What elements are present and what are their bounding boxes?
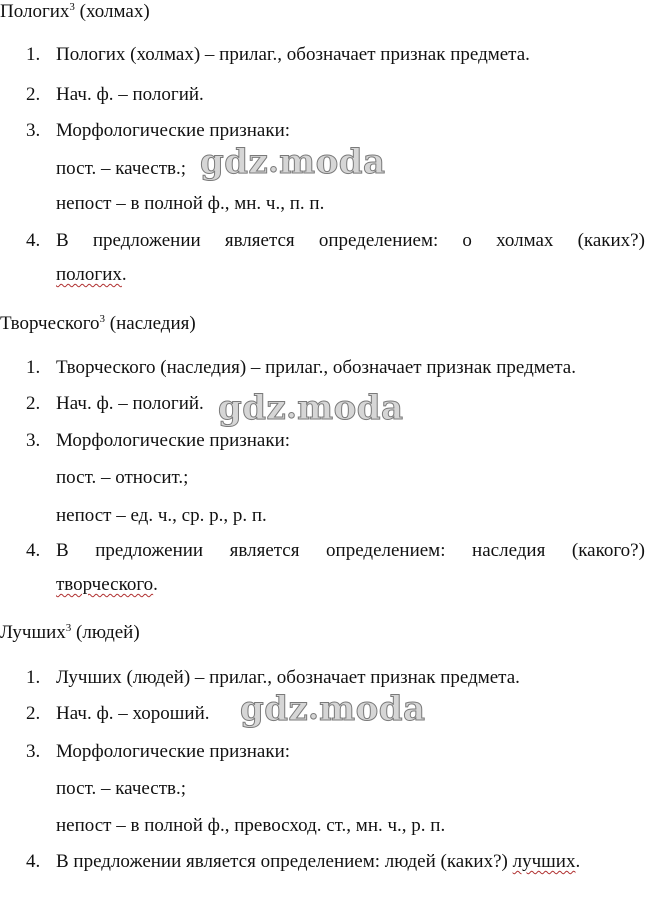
watermark: gdz•moda — [200, 142, 386, 182]
footnote-mark: 3 — [99, 313, 106, 325]
word: предложении — [95, 540, 204, 561]
item-text: Нач. ф. – пологий. — [56, 393, 204, 414]
item-subline: непост – ед. ч., ср. р., р. п. — [56, 505, 267, 526]
item-subline: непост – в полной ф., мн. ч., п. п. — [56, 193, 325, 214]
sentence-end: . — [121, 264, 127, 285]
word: определением: — [326, 540, 446, 561]
item-text: Творческого (наследия) – прилаг., обозначает признак предмета. — [56, 357, 576, 378]
item-text: Пологих (холмах) – прилаг., обозначает признак предмета. — [56, 44, 530, 65]
word: (какого?) — [571, 540, 645, 561]
item-number: 2. — [26, 84, 41, 105]
item-text: Нач. ф. – пологий. — [56, 84, 204, 105]
item-subline: пост. – качеств.; — [56, 778, 187, 799]
item-subline: пост. – относит.; — [56, 467, 189, 488]
footnote-mark: 3 — [69, 1, 75, 13]
footnote-mark: 3 — [65, 622, 72, 634]
item-number: 4. — [26, 230, 41, 251]
section-heading — [0, 313, 196, 335]
underlined-word: лучших — [512, 851, 576, 872]
item-text: Морфологические признаки: — [56, 430, 291, 451]
heading-word: Пологих — [0, 1, 70, 22]
item-continuation — [56, 264, 127, 286]
item-number: 3. — [26, 741, 41, 762]
heading-word: Творческого — [0, 313, 100, 334]
item-number: 4. — [26, 540, 41, 561]
item-text: Нач. ф. – хороший. — [56, 703, 210, 724]
item-text: Лучших (людей) – прилаг., обозначает признак предмета. — [56, 667, 520, 688]
watermark: gdz•moda — [240, 689, 426, 729]
item-text: Морфологические признаки: — [56, 120, 291, 141]
heading-context: (людей) — [76, 622, 140, 643]
word: определением: — [318, 230, 439, 251]
word: является — [224, 230, 295, 251]
word: холмах — [496, 230, 554, 251]
heading-word: Лучших — [0, 622, 66, 643]
item-text — [56, 851, 580, 873]
item-subline: непост – в полной ф., превосход. ст., мн. ч., р. п. — [56, 815, 446, 836]
section-heading — [0, 1, 150, 23]
word: является — [229, 540, 300, 561]
underlined-word: творческого — [56, 574, 154, 595]
section-heading — [0, 622, 140, 644]
item-number: 2. — [26, 393, 41, 414]
watermark: gdz•moda — [218, 388, 404, 428]
underlined-word: пологих — [56, 264, 122, 285]
item-subline: пост. – качеств.; — [56, 158, 187, 179]
item-number: 3. — [26, 430, 41, 451]
word: В — [56, 230, 69, 251]
item-number: 1. — [26, 357, 41, 378]
sentence-end: . — [575, 851, 581, 872]
word: о — [462, 230, 472, 251]
heading-context: (наследия) — [109, 313, 196, 334]
word: наследия — [472, 540, 546, 561]
item-number: 4. — [26, 851, 41, 872]
word: В — [56, 540, 69, 561]
item-number: 1. — [26, 667, 41, 688]
sentence-end: . — [153, 574, 158, 595]
item-text — [56, 540, 645, 562]
item-text: Морфологические признаки: — [56, 741, 291, 762]
item-number: 1. — [26, 44, 41, 65]
word: предложении — [92, 230, 201, 251]
item-number: 2. — [26, 703, 41, 724]
heading-context: (холмах) — [79, 1, 150, 22]
item-continuation — [56, 574, 158, 596]
sentence-text: В предложении является определением: людей (каких?) — [56, 851, 508, 872]
word: (каких?) — [577, 230, 645, 251]
item-number: 3. — [26, 120, 41, 141]
item-text — [56, 230, 645, 252]
